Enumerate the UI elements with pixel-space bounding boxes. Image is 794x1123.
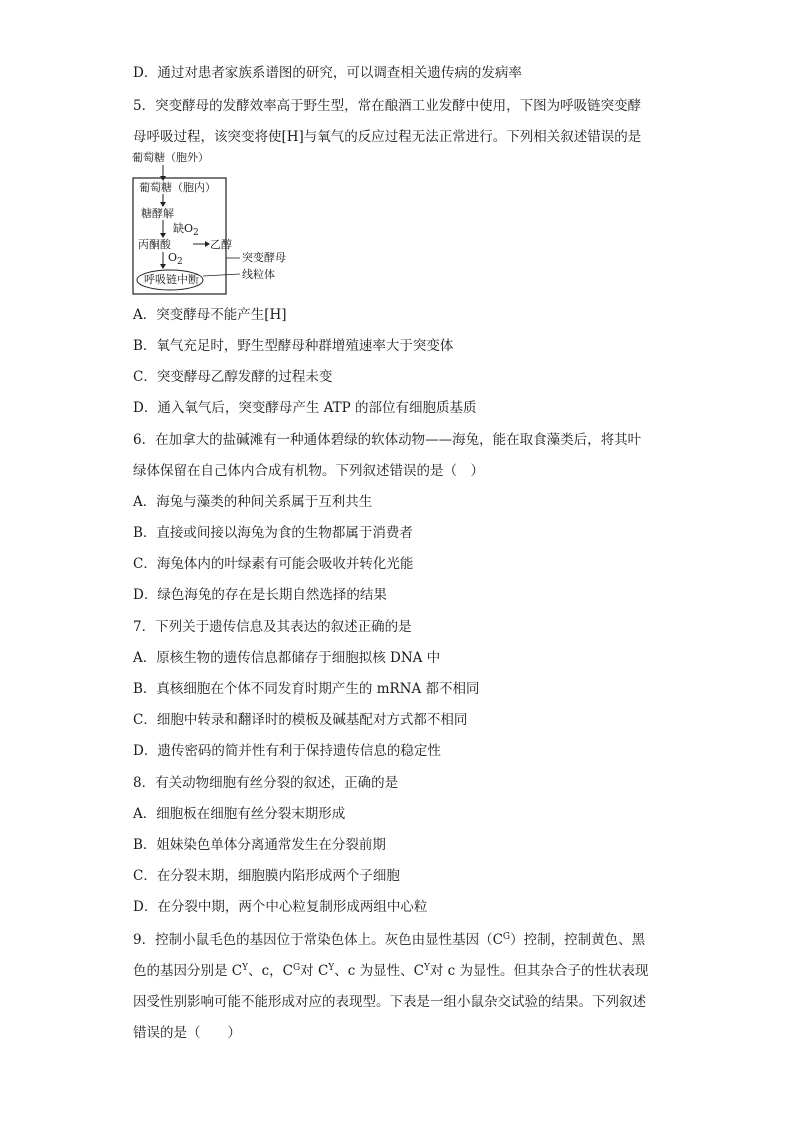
question-5-stem-line1: 5．突变酵母的发酵效率高于野生型，常在酿酒工业发酵中使用，下图为呼吸链突变酵: [133, 98, 642, 114]
question-5-stem-line2: 母呼吸过程，该突变将使[H]与氧气的反应过程无法正常进行。下列相关叙述错误的是: [133, 129, 642, 145]
question-7-option-b: B．真核细胞在个体不同发育时期产生的 mRNA 都不相同: [133, 681, 480, 697]
question-6-stem-line1: 6．在加拿大的盐碱滩有一种通体碧绿的软体动物——海兔，能在取食藻类后，将其叶: [133, 432, 642, 448]
question-8-stem: 8．有关动物细胞有丝分裂的叙述，正确的是: [133, 775, 399, 791]
label-chain-break: 呼吸链中断: [144, 273, 199, 286]
question-5-option-c: C．突变酵母乙醇发酵的过程未变: [133, 369, 333, 385]
option-d-prev: D．通过对患者家族系谱图的研究，可以调查相关遗传病的发病率: [133, 65, 522, 81]
question-7-stem: 7．下列关于遗传信息及其表达的叙述正确的是: [133, 619, 412, 635]
question-6-option-b: B．直接或间接以海兔为食的生物都属于消费者: [133, 525, 413, 541]
question-9-stem-line3: 因受性别影响可能不能形成对应的表现型。下表是一组小鼠杂交试验的结果。下列叙述: [133, 994, 646, 1010]
question-8-option-d: D．在分裂中期，两个中心粒复制形成两组中心粒: [133, 899, 428, 915]
label-o2: $O_2$: [168, 251, 183, 267]
question-8-option-b: B．姐妹染色单体分离通常发生在分裂前期: [133, 837, 386, 853]
question-7-option-a: A．原核生物的遗传信息都储存于细胞拟核 DNA 中: [133, 650, 441, 666]
label-lack-o2: 缺$O_2$: [173, 222, 199, 238]
question-7-option-c: C．细胞中转录和翻译时的模板及碱基配对方式都不相同: [133, 712, 468, 728]
question-6-option-a: A．海兔与藻类的种间关系属于互利共生: [133, 494, 373, 510]
label-mitochondria: 线粒体: [242, 268, 275, 281]
question-9-stem-line2: 色的基因分别是 $C^Y$、c，$C^G$对 $C^Y$、c 为显性、$C^Y$对 c 为显性。但其杂合子的性状表现: [133, 963, 649, 979]
question-6-stem-line2: 绿体保留在自己体内合成有机物。下列叙述错误的是（ ）: [133, 463, 484, 479]
label-glycolysis: 糖酵解: [141, 207, 174, 220]
label-ethanol: 乙醇: [210, 238, 232, 251]
question-5-option-d: D．通入氧气后，突变酵母产生 ATP 的部位有细胞质基质: [133, 400, 477, 416]
respiration-diagram: [118, 150, 318, 300]
question-5-option-b: B．氧气充足时，野生型酵母种群增殖速率大于突变体: [133, 338, 454, 354]
question-6-option-d: D．绿色海兔的存在是长期自然选择的结果: [133, 587, 387, 603]
label-mutant-yeast: 突变酵母: [242, 251, 286, 264]
question-5-option-a: A．突变酵母不能产生[H]: [133, 307, 287, 323]
label-glucose-outside: 葡萄糖（胞外）: [132, 151, 209, 164]
question-8-option-c: C．在分裂末期，细胞膜内陷形成两个子细胞: [133, 868, 400, 884]
label-glucose-inside: 葡萄糖（胞内）: [139, 181, 216, 194]
question-8-option-a: A．细胞板在细胞有丝分裂末期形成: [133, 806, 346, 822]
label-pyruvate: 丙酮酸: [138, 238, 171, 251]
question-9-stem-line4: 错误的是（ ）: [133, 1025, 241, 1041]
question-7-option-d: D．遗传密码的简并性有利于保持遗传信息的稳定性: [133, 743, 441, 759]
question-6-option-c: C．海兔体内的叶绿素有可能会吸收并转化光能: [133, 556, 414, 572]
question-9-stem-line1: 9．控制小鼠毛色的基因位于常染色体上。灰色由显性基因$(C^G)$控制，控制黄色、黑: [133, 932, 646, 948]
